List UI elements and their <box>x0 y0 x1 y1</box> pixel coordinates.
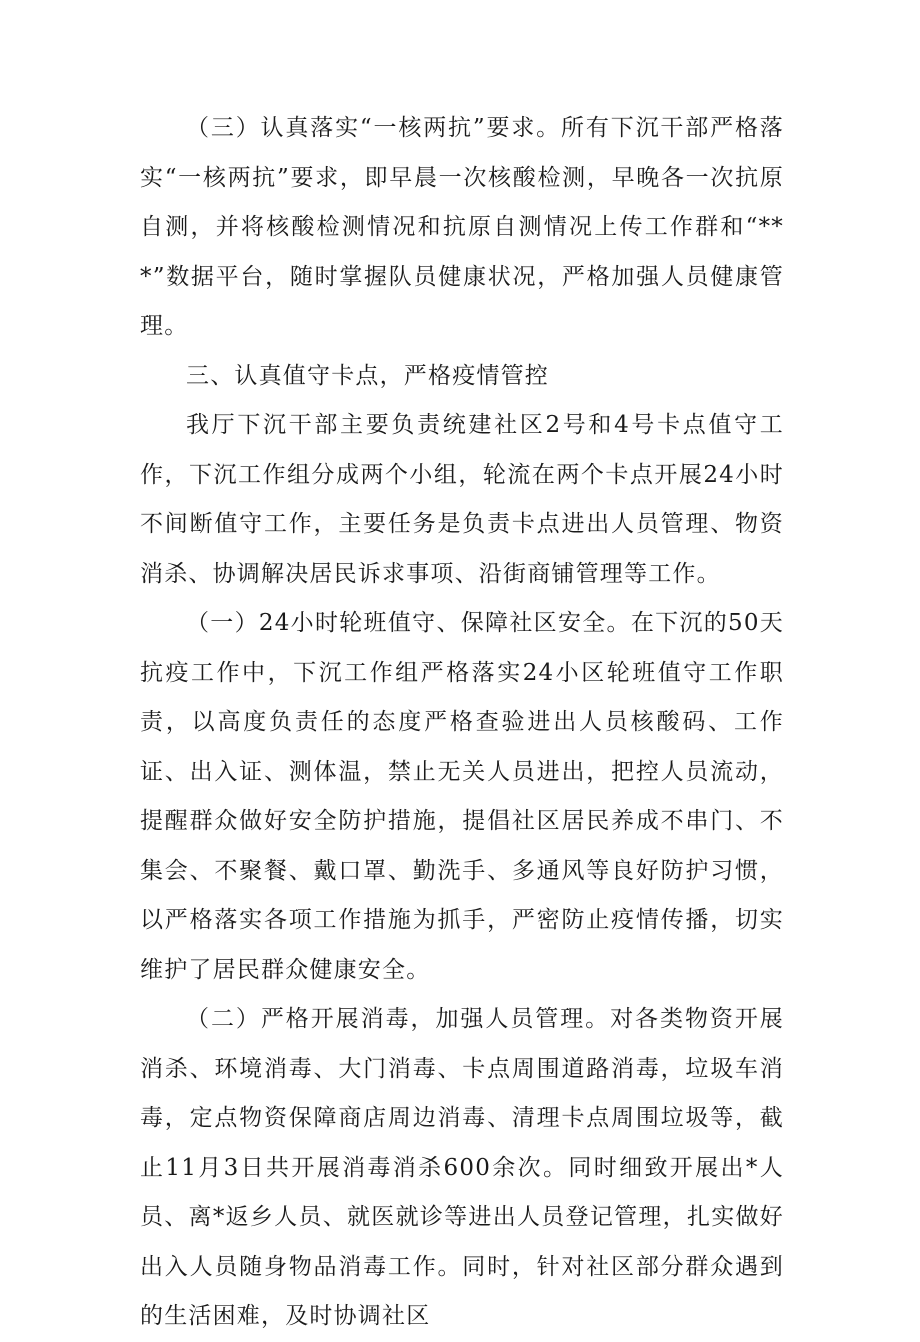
section-heading-checkpoint-duty: 三、认真值守卡点，严格疫情管控 <box>186 362 549 389</box>
paragraph-one-core-two-antigen: （三）认真落实“一核两抗”要求。所有下沉干部严格落实“一核两抗”要求，即早晨一次核酸检测，早晚各一次抗原自测，并将核酸检测情况和抗原自测情况上传工作群和“***”数据平台，随时掌握队员健康状况，严格加强人员健康管理。 <box>140 115 784 339</box>
document-body <box>140 104 784 1342</box>
paragraph-24-hour-duty: （一）24小时轮班值守、保障社区安全。在下沉的50天抗疫工作中，下沉工作组严格落实24小区轮班值守工作职责，以高度负责任的态度严格查验进出人员核酸码、工作证、出入证、测体温，禁止无关人员进出，把控人员流动，提醒群众做好安全防护措施，提倡社区居民养成不串门、不集会、不聚餐、戴口罩、勤洗手、多通风等良好防护习惯，以严格落实各项工作措施为抓手，严密防止疫情传播，切实维护了居民群众健康安全。 <box>140 610 784 983</box>
paragraph-disinfection-management: （二）严格开展消毒，加强人员管理。对各类物资开展消杀、环境消毒、大门消毒、卡点周围道路消毒，垃圾车消毒，定点物资保障商店周边消毒、清理卡点周围垃圾等，截止11月3日共开展消毒消杀600余次。同时细致开展出*人员、离*返乡人员、就医就诊等进出人员登记管理，扎实做好出入人员随身物品消毒工作。同时，针对社区部分群众遇到的生活困难，及时协调社区 <box>140 1006 784 1329</box>
paragraph-checkpoint-responsibilities: 我厅下沉干部主要负责统建社区2号和4号卡点值守工作，下沉工作组分成两个小组，轮流在两个卡点开展24小时不间断值守工作，主要任务是负责卡点进出人员管理、物资消杀、协调解决居民诉求事项、沿街商铺管理等工作。 <box>140 412 784 587</box>
